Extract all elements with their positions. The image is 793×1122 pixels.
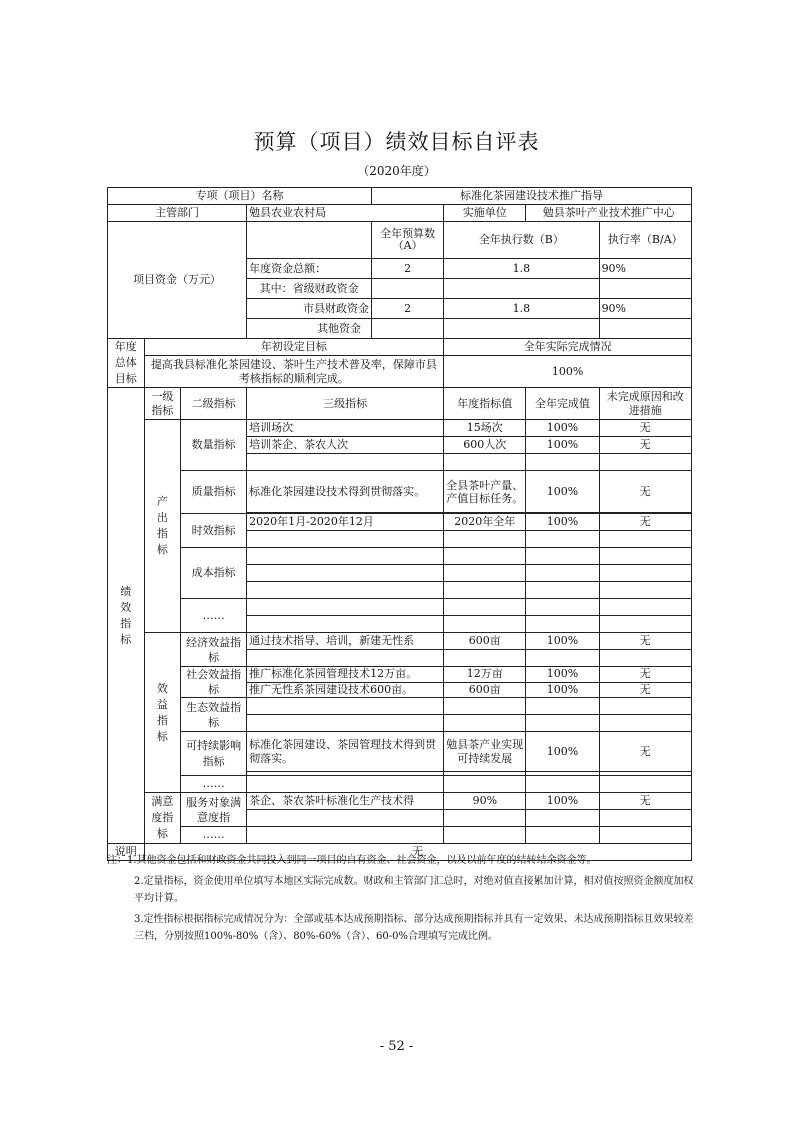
t1-name: 2020年1月-2020年12月 (247, 514, 444, 531)
s1-done: 100% (526, 667, 599, 683)
ql1-name: 标准化茶园建设技术得到贯彻落实。 (247, 471, 444, 513)
ql1-target: 全县茶叶产量、产值目标任务。 (444, 471, 526, 513)
sv1-done: 100% (526, 793, 599, 810)
note-2: 2.定量指标，资金使用单位填写本地区实际完成数。财政和主管部门汇总时，对绝对值直接累加计算，相对值按照资金额度加权平均计算。 (134, 876, 694, 904)
h-level1: 一级指标 (144, 388, 181, 420)
satisfaction-label: 满意度指标 (144, 793, 181, 844)
funds-row-city-label: 市县财政资金 (247, 299, 372, 319)
funds-label: 项目资金（万元） (108, 222, 247, 339)
quality-label: 质量指标 (181, 471, 247, 514)
funds-row-city-exec: 1.8 (444, 299, 599, 319)
funds-row-city-rate: 90% (599, 299, 691, 319)
funds-row-total-label: 年度资金总额： (247, 259, 372, 279)
funds-row-province-label: 其中：省级财政资金 (247, 279, 372, 299)
satisfaction-ellipsis: …… (181, 827, 247, 844)
funds-row-province-exec (444, 279, 599, 299)
funds-header-blank (247, 222, 372, 259)
impl-label: 实施单位 (444, 205, 526, 222)
funds-col-exec: 全年执行数（B） (444, 222, 599, 259)
ql1-done: 100% (526, 471, 599, 513)
s1-name: 推广标准化茶园管理技术12万亩。 (247, 667, 444, 683)
t1-target: 2020年全年 (444, 514, 526, 531)
sv1-name: 茶企、茶农茶叶标准化生产技术得 (247, 793, 444, 810)
page-number: - 52 - (379, 1039, 414, 1054)
funds-row-other-budget (372, 319, 444, 339)
q2-name: 培训茶企、茶农人次 (247, 437, 444, 454)
overall-target: 提高我县标准化茶园建设、茶叶生产技术普及率，保障市县考核指标的顺利完成。 (144, 356, 444, 388)
sv1-reason: 无 (599, 793, 691, 810)
funds-row-total-exec: 1.8 (444, 259, 599, 279)
q2-done: 100% (526, 437, 599, 454)
service-label: 服务对象满意度指 (181, 793, 247, 827)
h-done: 全年完成值 (526, 388, 599, 420)
s2-name: 推广无性系茶园建设技术600亩。 (247, 682, 444, 698)
e1-target: 600亩 (444, 633, 526, 650)
funds-row-province-budget (372, 279, 444, 299)
sv1-target: 90% (444, 793, 526, 810)
e1-name: 通过技术指导、培训，新建无性系 (247, 633, 444, 650)
impl-value: 勉县茶叶产业技术推广中心 (526, 205, 692, 222)
e1-reason: 无 (599, 633, 691, 650)
h-target: 年度指标值 (444, 388, 526, 420)
h-level3: 三级指标 (247, 388, 444, 420)
page-title: 预算（项目）绩效目标自评表 (253, 130, 540, 154)
sustain-label: 可持续影响指标 (181, 732, 247, 776)
quantity-label: 数量指标 (181, 420, 247, 471)
q3-blank (247, 454, 444, 471)
project-name: 标准化茶园建设技术推广指导 (372, 188, 692, 205)
perf-label: 绩效指标 (108, 388, 145, 844)
note-3: 3.定性指标根据指标完成情况分为：全部或基本达成预期指标、部分达成预期指标并具有一定效果、未达成预期指标且效果较差三档，分别按照100%-80%（含）、80%-60%（含）、60-0%合理填写完成比例。 (134, 914, 694, 942)
ecological-label: 生态效益指标 (181, 698, 247, 732)
q2-target: 600人次 (444, 437, 526, 454)
funds-col-budget: 全年预算数（A） (372, 222, 444, 259)
notes (107, 852, 695, 949)
benefit-ellipsis: …… (181, 776, 247, 793)
q2-reason: 无 (599, 437, 691, 454)
h-reason: 未完成原因和改进措施 (599, 388, 691, 420)
funds-col-rate: 执行率（B/A） (599, 222, 691, 259)
s2-done: 100% (526, 682, 599, 698)
social-label: 社会效益指标 (181, 667, 247, 698)
q1-reason: 无 (599, 420, 691, 437)
time-label: 时效指标 (181, 514, 247, 548)
t1-reason: 无 (599, 514, 691, 531)
dept-value: 勉县农业农村局 (247, 205, 444, 222)
su1-done: 100% (526, 732, 599, 772)
s1-reason: 无 (599, 667, 691, 683)
dept-label: 主管部门 (108, 205, 247, 222)
funds-row-other-exec (444, 319, 599, 339)
note-1: 注：1.其他资金包括和财政资金共同投入到同一项目的自有资金、社会资金，以及以前年度的结转结余资金等。 (107, 855, 597, 866)
economic-label: 经济效益指标 (181, 633, 247, 667)
funds-row-other-rate (599, 319, 691, 339)
remark-value: 无 (144, 844, 691, 861)
funds-row-province-rate (599, 279, 691, 299)
overall-col-actual: 全年实际完成情况 (444, 339, 692, 356)
funds-row-total-rate: 90% (599, 259, 691, 279)
output-ellipsis: …… (181, 599, 247, 633)
evaluation-table (107, 187, 692, 861)
project-name-label: 专项（项目）名称 (108, 188, 372, 205)
funds-row-total-budget: 2 (372, 259, 444, 279)
overall-label: 年度总体目标 (108, 339, 145, 388)
su1-target: 勉县茶产业实现可持续发展 (444, 732, 526, 772)
cost-label: 成本指标 (181, 548, 247, 599)
q1-target: 15场次 (444, 420, 526, 437)
benefit-label: 效益指标 (144, 633, 181, 793)
remark-label: 说明 (108, 844, 145, 861)
q1-name: 培训场次 (247, 420, 444, 437)
funds-row-city-budget: 2 (372, 299, 444, 319)
q1-done: 100% (526, 420, 599, 437)
overall-col-target: 年初设定目标 (144, 339, 444, 356)
year-subtitle: （2020年度） (357, 164, 436, 178)
t1-done: 100% (526, 514, 599, 531)
s2-reason: 无 (599, 682, 691, 698)
funds-row-other-label: 其他资金 (247, 319, 372, 339)
su1-name: 标准化茶园建设、茶园管理技术得到贯彻落实。 (247, 732, 444, 772)
su1-reason: 无 (599, 732, 691, 772)
ql1-reason: 无 (599, 471, 691, 513)
output-label: 产出指标 (144, 420, 181, 633)
e1-done: 100% (526, 633, 599, 650)
s1-target: 12万亩 (444, 667, 526, 683)
s2-target: 600亩 (444, 682, 526, 698)
h-level2: 二级指标 (181, 388, 247, 420)
overall-actual: 100% (444, 356, 692, 388)
